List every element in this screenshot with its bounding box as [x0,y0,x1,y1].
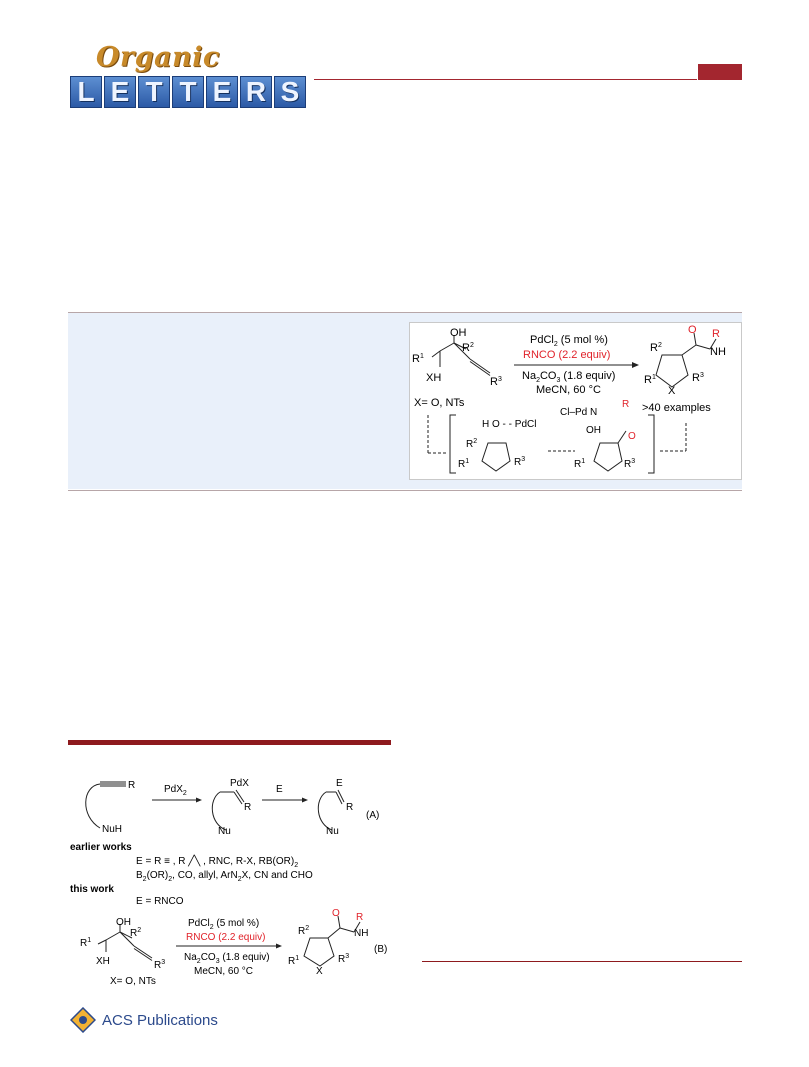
earlier-works-line-1: E = R ≡ , R ╱╲ , RNC, R-X, $RB(OR)_2$ [136,856,299,869]
scheme-b-xh: XH [96,956,110,967]
scheme-b-rnco: RNCO (2.2 equiv) [186,932,266,943]
scheme-b-product-r1: $R^1$ [288,955,300,967]
scheme-b-product-r3: $R^3$ [338,953,350,965]
toc-int2-label: Cl–Pd N [560,407,598,418]
scheme-b-base: $Na_2CO_3$ (1.8 equiv) [184,952,270,965]
scheme-a-product [318,790,344,830]
scheme-label-b: (B) [374,944,388,955]
header-tab [698,64,742,80]
toc-graphic [409,322,742,480]
scheme-a-e-product: E [336,778,343,789]
abstract-bottom-rule [68,490,742,491]
toc-scheme-svg [410,323,741,479]
scheme-b-r1: $R^1$ [80,937,92,949]
scheme-b-x-definition: X= O, NTs [110,976,156,987]
toc-r2-label: $R^2$ [462,342,474,354]
logo-tile: L [70,76,102,108]
toc-xh-label: XH [426,372,442,384]
this-work-line: E = RNCO [136,896,184,907]
toc-int2-r3: $R^3$ [624,458,636,470]
toc-product-r2: $R^2$ [650,342,662,354]
logo-tile: T [172,76,204,108]
toc-product-r3: $R^3$ [692,372,704,384]
toc-x-definition: X= O, NTs [414,397,465,409]
toc-catalyst: PdCl$_2$ (5 mol %) [530,334,608,348]
this-work-heading: this work [70,884,114,895]
toc-r1-label: $R^1$ [412,353,424,365]
earlier-works-line-2: $B_2(OR)_2$, CO, allyl, ArN$_2$X, CN and CHO [136,870,313,883]
toc-solvent: MeCN, 60 °C [536,384,601,396]
scheme-b-oh: OH [116,917,131,928]
toc-int2-r: R [622,399,630,410]
scheme-a-nu: Nu [218,826,231,837]
toc-product-nh: NH [710,346,726,358]
scheme-a-arrowhead-1 [196,798,202,803]
scheme-a-e-reagent: E [276,784,283,795]
publisher-logo [70,1005,230,1035]
journal-logo-script: Organic [96,42,220,73]
logo-tile: E [206,76,238,108]
scheme-a-pdx2: PdX$_2$ [164,784,187,797]
scheme-svg [70,770,400,996]
toc-scope: >40 examples [642,402,711,414]
scheme-b-product-r2: $R^2$ [298,925,310,937]
scheme-b-product-r: R [356,912,364,923]
scheme-a-arrowhead-2 [302,798,308,803]
scheme-b-product [304,916,360,966]
toc-base: $Na_2CO_3$ (1.8 equiv) [522,370,616,384]
scheme-b-catalyst: PdCl$_2$ (5 mol %) [188,918,260,931]
scheme-b-product-nh: NH [354,928,369,939]
journal-logo [70,42,310,110]
logo-tile: T [138,76,170,108]
section-bar [68,740,391,745]
toc-product-oxygen: O [688,324,697,336]
toc-int2-r1: $R^1$ [574,458,586,470]
scheme-a-intermediate [212,790,244,830]
scheme-b-product-o: O [332,908,340,919]
scheme-a-pdx: PdX [230,778,249,789]
journal-logo-tiles [70,76,306,108]
logo-tile: S [274,76,306,108]
scheme-b-r3: $R^3$ [154,959,166,971]
scheme-figure [70,770,400,996]
scheme-b-product-x: X [316,966,323,977]
toc-int1-r3: $R^3$ [514,456,526,468]
scheme-a-r: R [128,780,136,791]
scheme-b-r2: $R^2$ [130,927,142,939]
toc-product-structure [656,333,716,387]
header-rule [314,79,697,80]
publisher-name: ACS Publications [102,1011,218,1029]
toc-int1-r2: $R^2$ [466,438,478,450]
scheme-a-substrate [86,782,126,828]
toc-oh-label: OH [450,327,467,339]
toc-product-x: X [668,385,676,397]
scheme-a-r3: R [346,802,354,813]
toc-rnco: RNCO (2.2 equiv) [523,349,611,361]
scheme-b-arrowhead [276,944,282,949]
logo-tile: E [104,76,136,108]
earlier-works-heading: earlier works [70,842,132,853]
logo-tile: R [240,76,272,108]
scheme-label-a: (A) [366,810,380,821]
toc-product-r1: $R^1$ [644,374,656,386]
toc-int2-o: O [628,431,636,442]
toc-arrowhead [632,362,639,368]
acs-emblem-icon [70,1007,96,1033]
scheme-a-nu2: Nu [326,826,339,837]
toc-substrate-structure [432,335,490,376]
footnote-rule [422,961,742,962]
scheme-a-r2: R [244,802,252,813]
toc-int1-label: H O - - PdCl [482,419,537,430]
toc-int1-r1: $R^1$ [458,458,470,470]
scheme-b-solvent: MeCN, 60 °C [194,966,254,977]
toc-int2-oh: OH [586,425,601,436]
toc-product-r: R [712,328,720,340]
scheme-a-nuh: NuH [102,824,123,835]
toc-r3-label: $R^3$ [490,376,502,388]
